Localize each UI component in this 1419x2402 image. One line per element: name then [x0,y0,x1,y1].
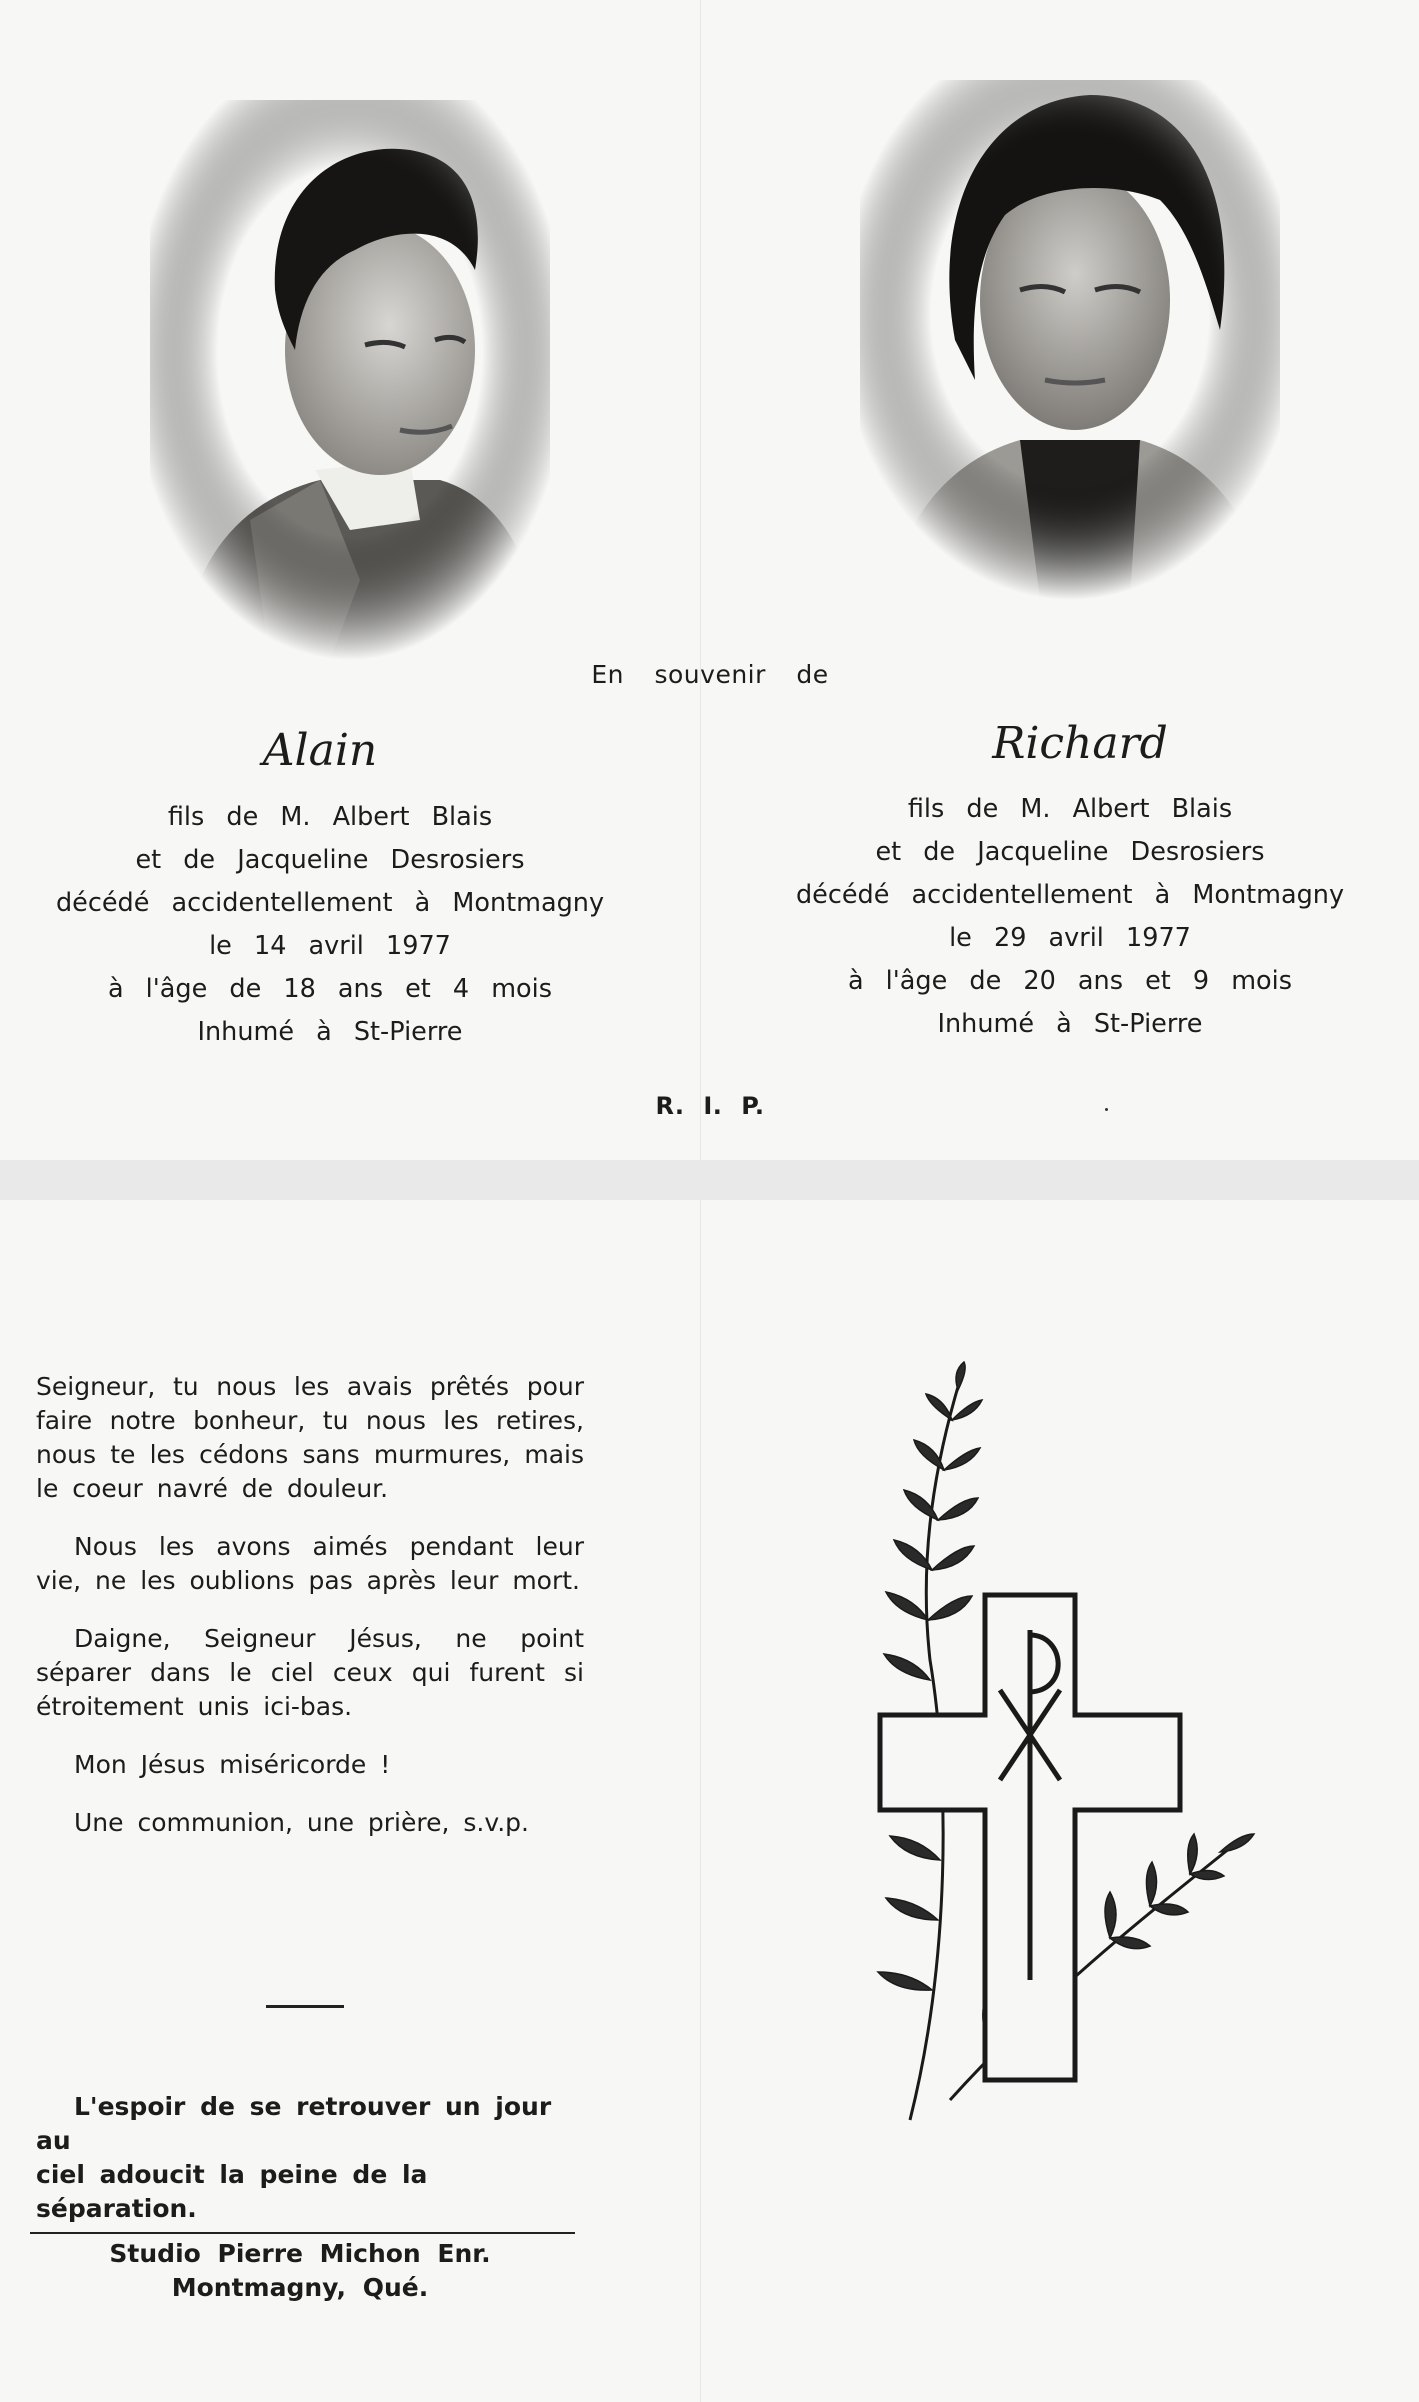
studio-name: Studio Pierre Michon Enr. [109,2239,491,2268]
portrait-photo-icon [150,100,550,660]
richard-death-place: décédé accidentellement à Montmagny [795,880,1345,910]
alain-parent-father: fils de M. Albert Blais [167,802,493,832]
alain-age: à l'âge de 18 ans et 4 mois [107,974,553,1004]
alain-burial: Inhumé à St-Pierre [197,1017,463,1047]
hope-line: L'espoir de se retrouver un jour au [36,2092,552,2155]
card-fold-line [700,1200,701,2402]
portrait-photo-icon [860,80,1280,600]
prayer-paragraph: Mon Jésus miséricorde ! [74,1750,391,1779]
richard-name: Richard [992,718,1168,769]
chi-rho-cross-with-palm-icon [840,1360,1260,2140]
alain-parent-mother: et de Jacqueline Desrosiers [135,845,525,875]
portrait-alain [150,100,550,660]
prayer-paragraph: Seigneur, tu nous les avais prêtés pour faire notre bonheur, tu nous les retires, nous te les cédons sans murmures, mais le coeur navré de douleur. [36,1372,584,1503]
studio-city: Montmagny, Qué. [171,2273,429,2302]
alain-name: Alain [262,725,378,776]
short-divider [266,2005,344,2008]
alain-details [20,796,640,1054]
prayer-paragraph: Une communion, une prière, s.v.p. [74,1808,529,1837]
richard-parent-father: fils de M. Albert Blais [907,794,1233,824]
alain-death-date: le 14 avril 1977 [209,931,451,961]
hope-line: ciel adoucit la peine de la séparation. [36,2160,428,2223]
print-speck [1105,1108,1108,1111]
alain-death-place: décédé accidentellement à Montmagny [55,888,605,918]
hope-text [36,2090,584,2226]
prayer-text [36,1370,584,1864]
richard-parent-mother: et de Jacqueline Desrosiers [875,837,1265,867]
prayer-paragraph: Nous les avons aimés pendant leur vie, ne les oublions pas après leur mort. [36,1532,584,1595]
card-fold-line [700,0,701,1160]
studio-credit [60,2237,540,2305]
richard-age: à l'âge de 20 ans et 9 mois [847,966,1293,996]
richard-death-date: le 29 avril 1977 [949,923,1191,953]
richard-burial: Inhumé à St-Pierre [937,1009,1203,1039]
memorial-card-front [0,0,1419,1160]
prayer-paragraph: Daigne, Seigneur Jésus, ne point séparer dans le ciel ceux qui furent si étroitement unis ici-bas. [36,1624,584,1721]
souvenir-heading: En souvenir de [591,660,829,689]
richard-details [760,788,1380,1046]
long-divider [30,2232,575,2234]
rip-text: R. I. P. [655,1092,765,1120]
portrait-richard [860,80,1280,600]
